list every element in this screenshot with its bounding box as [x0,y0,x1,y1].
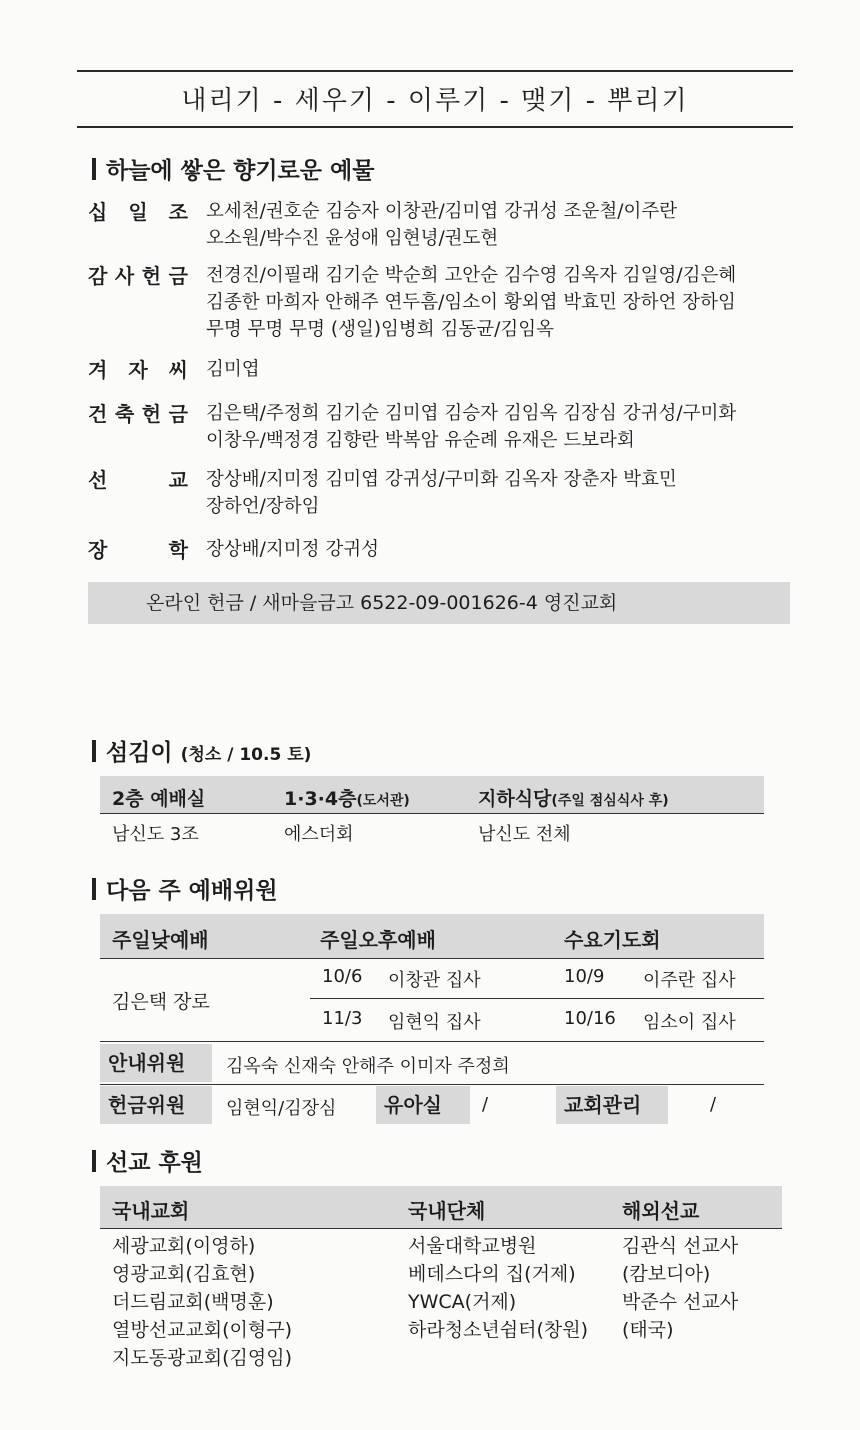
sunday-leader: 김은택 장로 [112,991,210,1013]
offering-label-char: 건 [88,402,108,426]
missions-header-domestic-churches: 국내교회 [112,1199,190,1223]
list-item: 박준수 선교사 [622,1291,739,1313]
missions-title-text: 선교 후원 [106,1150,203,1176]
offering-line: 이창우/백정경 김향란 박복암 유순례 유재은 드보라회 [206,430,635,451]
domestic-orgs-list [408,1232,588,1344]
offerings-title [92,152,374,185]
wednesday-date: 10/16 [564,1008,616,1029]
offering-label [88,398,188,427]
offering-label-char: 감 [88,264,108,288]
offering-line: 전경진/이필래 김기순 박순희 고안순 김수영 김옥자 김일영/김은혜 [206,265,737,286]
list-item: 하라청소년쉼터(창원) [408,1319,589,1341]
list-item: 김관식 선교사 [622,1235,739,1257]
offering-line: 장상배/지미정 김미엽 강귀성/구미화 김옥자 장춘자 박효민 [206,469,677,490]
serving-subtitle: (청소 / 10.5 토) [180,745,312,765]
offering-label-char: 선 [88,468,108,492]
list-item: YWCA(거제) [408,1291,517,1313]
missions-header-rule [100,1228,782,1229]
offering-names [206,536,798,563]
offering-label-char: 씨 [168,358,188,382]
section-bar [92,1150,96,1172]
list-item: 더드림교회(백명훈) [112,1291,274,1313]
offering-label-char: 학 [168,538,188,562]
offering-names [206,356,798,383]
serving-header-basement [478,784,669,811]
online-offering-banner: 온라인 헌금 / 새마을금고 6522-09-001626-4 영진교회 [88,582,790,624]
worship-header-afternoon: 주일오후예배 [320,928,436,952]
offering-label-char: 장 [88,538,108,562]
worship-header-wednesday: 수요기도회 [564,928,661,952]
section-bar [92,878,96,900]
offering-label-char: 십 [88,200,108,224]
offering-label-char: 금 [168,402,188,426]
offering-label-char: 헌 [141,402,162,426]
church-admin-value: / [710,1094,717,1115]
worship-title [92,872,278,905]
guide-label: 안내위원 [100,1044,212,1082]
domestic-churches-list [112,1232,292,1372]
church-admin-label: 교회관리 [556,1086,668,1124]
list-item: 지도동광교회(김영임) [112,1347,293,1369]
offering-line: 오소원/박수진 윤성애 임현녕/권도현 [206,228,499,249]
overseas-list [622,1232,738,1344]
afternoon-name: 임현익 집사 [388,1012,481,1033]
missions-title [92,1144,203,1177]
offering-label-char: 조 [168,200,188,224]
worship-table-rule [100,1041,764,1042]
offering-label [88,464,188,493]
offering-line: 김은택/주정희 김기순 김미엽 김승자 김임옥 김장심 강귀성/구미화 [206,403,737,424]
section-bar [92,740,96,762]
worship-title-text: 다음 주 예배위원 [106,878,278,904]
worship-header-sunday: 주일낮예배 [112,928,209,952]
serving-header-rule [100,813,764,814]
offering-line: 장상배/지미정 강귀성 [206,539,379,560]
afternoon-date: 10/6 [322,966,363,987]
offering-label-char: 금 [168,264,188,288]
offering-line: 오세천/권호순 김승자 이창관/김미엽 강귀성 조운철/이주란 [206,201,678,222]
list-item: 베데스다의 집(거제) [408,1263,576,1285]
missions-header-domestic-orgs: 국내단체 [408,1199,486,1223]
offering-committee-names: 임현익/김장심 [226,1098,337,1119]
banner-top-rule [77,70,793,72]
wednesday-name: 임소이 집사 [643,1012,736,1033]
list-item: 열방선교교회(이형구) [112,1319,293,1341]
guide-names: 김옥숙 신재숙 안해주 이미자 주정희 [226,1056,510,1077]
worship-header-rule [100,958,764,959]
offering-label-char: 축 [114,402,135,426]
section-bar [92,158,96,180]
serving-header-main: 1·3·4층 [284,788,357,810]
serving-value-basement: 남신도 전체 [478,824,571,845]
offering-label-char: 교 [168,468,188,492]
offering-names [206,262,798,343]
offering-label-char: 일 [128,200,148,224]
offering-line: 김종한 마희자 안해주 연두흠/임소이 황외엽 박효민 장하언 장하임 [206,292,736,313]
offering-label [88,196,188,225]
serving-header-134f [284,784,410,811]
offering-label [88,260,188,289]
missions-header-overseas: 해외선교 [622,1199,700,1223]
banner-bottom-rule [77,126,793,128]
list-item: (태국) [622,1319,674,1341]
offering-label [88,354,188,383]
offering-names [206,198,798,252]
offerings-title-text: 하늘에 쌓은 향기로운 예물 [106,158,375,184]
serving-header-sub: (도서관) [356,793,410,809]
serving-value-2f: 남신도 3조 [112,824,199,845]
offering-names [206,400,798,454]
offering-committee-label: 헌금위원 [100,1086,212,1124]
serving-value-134f: 에스더회 [284,824,354,845]
list-item: 영광교회(김효현) [112,1263,256,1285]
serving-header-sub: (주일 점심식사 후) [551,793,669,809]
afternoon-date: 11/3 [322,1008,363,1029]
serving-header-main: 2층 예배실 [112,788,206,810]
list-item: (캄보디아) [622,1263,711,1285]
offering-label [88,534,188,563]
serving-header-2f [112,784,205,811]
guide-rule [100,1084,764,1085]
wednesday-date: 10/9 [564,966,605,987]
serving-title [92,734,311,767]
serving-title-text: 섬김이 [106,740,173,766]
list-item: 서울대학교병원 [408,1235,537,1257]
offering-line: 김미엽 [206,359,260,380]
nursery-value: / [482,1094,489,1115]
list-item: 세광교회(이영하) [112,1235,256,1257]
wednesday-name: 이주란 집사 [643,970,736,991]
banner-text: 내리기 - 세우기 - 이루기 - 맺기 - 뿌리기 [181,86,689,116]
offering-label-char: 헌 [141,264,162,288]
serving-header-main: 지하식당 [478,788,552,810]
offering-line: 장하언/장하임 [206,496,320,517]
offering-label-char: 겨 [88,358,108,382]
offering-label-char: 사 [114,264,135,288]
offering-line: 무명 무명 무명 (생일)임병희 김동균/김임옥 [206,319,554,340]
worship-row-rule [310,998,764,999]
afternoon-name: 이창관 집사 [388,970,481,991]
nursery-label: 유아실 [376,1086,470,1124]
offering-names [206,466,798,520]
offering-label-char: 자 [128,358,148,382]
